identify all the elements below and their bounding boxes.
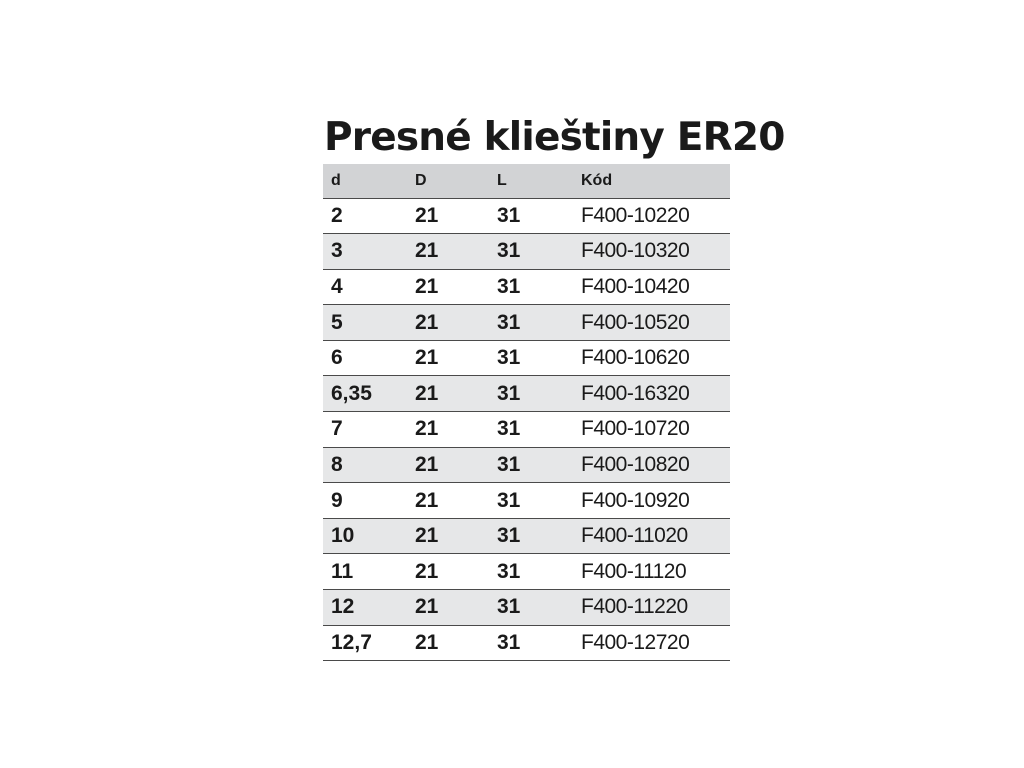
cell-L: 31 (489, 518, 573, 554)
cell-D: 21 (407, 483, 489, 519)
cell-d: 2 (323, 198, 407, 234)
cell-kod: F400-11120 (573, 554, 730, 590)
table-row (323, 340, 730, 376)
cell-kod: F400-10420 (573, 269, 730, 305)
cell-d: 5 (323, 305, 407, 341)
cell-D: 21 (407, 518, 489, 554)
cell-d: 6,35 (323, 376, 407, 412)
cell-kod: F400-10220 (573, 198, 730, 234)
cell-L: 31 (489, 625, 573, 661)
cell-d: 7 (323, 412, 407, 448)
cell-D: 21 (407, 376, 489, 412)
cell-d: 12 (323, 590, 407, 626)
cell-D: 21 (407, 305, 489, 341)
collet-spec-sheet (323, 112, 785, 661)
cell-L: 31 (489, 305, 573, 341)
cell-d: 10 (323, 518, 407, 554)
table-row (323, 305, 730, 341)
cell-kod: F400-10920 (573, 483, 730, 519)
table-row (323, 625, 730, 661)
cell-L: 31 (489, 412, 573, 448)
cell-D: 21 (407, 625, 489, 661)
cell-kod: F400-11020 (573, 518, 730, 554)
cell-L: 31 (489, 269, 573, 305)
cell-kod: F400-16320 (573, 376, 730, 412)
cell-L: 31 (489, 447, 573, 483)
cell-D: 21 (407, 554, 489, 590)
table-row (323, 376, 730, 412)
spec-table (323, 164, 730, 661)
header-kod: Kód (573, 164, 730, 198)
header-d: d (323, 164, 407, 198)
header-L: L (489, 164, 573, 198)
cell-L: 31 (489, 340, 573, 376)
cell-d: 3 (323, 234, 407, 270)
cell-kod: F400-10320 (573, 234, 730, 270)
table-row (323, 447, 730, 483)
cell-d: 12,7 (323, 625, 407, 661)
table-row (323, 518, 730, 554)
table-row (323, 269, 730, 305)
table-body (323, 198, 730, 661)
table-row (323, 483, 730, 519)
cell-L: 31 (489, 376, 573, 412)
header-row (323, 164, 730, 198)
table-row (323, 554, 730, 590)
cell-d: 11 (323, 554, 407, 590)
cell-L: 31 (489, 483, 573, 519)
cell-L: 31 (489, 590, 573, 626)
cell-D: 21 (407, 447, 489, 483)
cell-d: 8 (323, 447, 407, 483)
table-row (323, 412, 730, 448)
cell-L: 31 (489, 198, 573, 234)
header-D: D (407, 164, 489, 198)
cell-L: 31 (489, 554, 573, 590)
cell-D: 21 (407, 590, 489, 626)
cell-kod: F400-10520 (573, 305, 730, 341)
table-row (323, 590, 730, 626)
cell-D: 21 (407, 269, 489, 305)
cell-D: 21 (407, 412, 489, 448)
cell-d: 6 (323, 340, 407, 376)
cell-D: 21 (407, 234, 489, 270)
cell-D: 21 (407, 340, 489, 376)
cell-d: 9 (323, 483, 407, 519)
table-row (323, 198, 730, 234)
table-row (323, 234, 730, 270)
cell-kod: F400-10820 (573, 447, 730, 483)
cell-kod: F400-11220 (573, 590, 730, 626)
cell-kod: F400-10620 (573, 340, 730, 376)
cell-d: 4 (323, 269, 407, 305)
page-title: Presné klieštiny ER20 (324, 115, 785, 160)
cell-D: 21 (407, 198, 489, 234)
cell-L: 31 (489, 234, 573, 270)
cell-kod: F400-12720 (573, 625, 730, 661)
cell-kod: F400-10720 (573, 412, 730, 448)
table-header (323, 164, 730, 198)
